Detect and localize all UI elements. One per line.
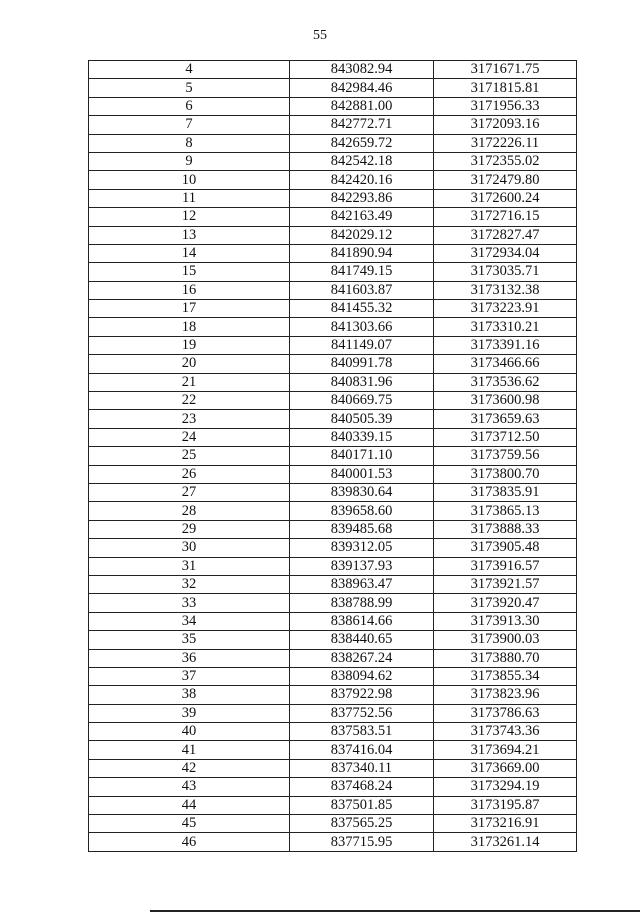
point-number-cell: 26 xyxy=(89,465,290,483)
table-row xyxy=(89,226,577,244)
x-coordinate-cell: 840831.96 xyxy=(290,373,434,391)
y-coordinate-cell: 3173391.16 xyxy=(434,336,577,354)
table-row xyxy=(89,447,577,465)
x-coordinate-cell: 837752.56 xyxy=(290,704,434,722)
x-coordinate-cell: 838788.99 xyxy=(290,594,434,612)
x-coordinate-cell: 842659.72 xyxy=(290,134,434,152)
point-number-cell: 10 xyxy=(89,171,290,189)
table-row xyxy=(89,373,577,391)
table-row xyxy=(89,152,577,170)
point-number-cell: 35 xyxy=(89,631,290,649)
point-number-cell: 41 xyxy=(89,741,290,759)
point-number-cell: 34 xyxy=(89,612,290,630)
y-coordinate-cell: 3172093.16 xyxy=(434,116,577,134)
x-coordinate-cell: 837468.24 xyxy=(290,778,434,796)
x-coordinate-cell: 840991.78 xyxy=(290,355,434,373)
table-row xyxy=(89,649,577,667)
x-coordinate-cell: 839137.93 xyxy=(290,557,434,575)
y-coordinate-cell: 3173920.47 xyxy=(434,594,577,612)
table-row xyxy=(89,778,577,796)
y-coordinate-cell: 3173216.91 xyxy=(434,815,577,833)
table-row xyxy=(89,594,577,612)
x-coordinate-cell: 838614.66 xyxy=(290,612,434,630)
y-coordinate-cell: 3173880.70 xyxy=(434,649,577,667)
y-coordinate-cell: 3173900.03 xyxy=(434,631,577,649)
point-number-cell: 18 xyxy=(89,318,290,336)
y-coordinate-cell: 3171815.81 xyxy=(434,79,577,97)
x-coordinate-cell: 837565.25 xyxy=(290,815,434,833)
y-coordinate-cell: 3173536.62 xyxy=(434,373,577,391)
point-number-cell: 16 xyxy=(89,281,290,299)
y-coordinate-cell: 3172479.80 xyxy=(434,171,577,189)
y-coordinate-cell: 3173294.19 xyxy=(434,778,577,796)
x-coordinate-cell: 839830.64 xyxy=(290,483,434,501)
point-number-cell: 39 xyxy=(89,704,290,722)
table-row xyxy=(89,171,577,189)
point-number-cell: 22 xyxy=(89,392,290,410)
table-row xyxy=(89,539,577,557)
x-coordinate-cell: 842772.71 xyxy=(290,116,434,134)
page-number: 55 xyxy=(313,28,327,43)
y-coordinate-cell: 3173905.48 xyxy=(434,539,577,557)
x-coordinate-cell: 841455.32 xyxy=(290,300,434,318)
y-coordinate-cell: 3173743.36 xyxy=(434,723,577,741)
y-coordinate-cell: 3173035.71 xyxy=(434,263,577,281)
x-coordinate-cell: 840339.15 xyxy=(290,428,434,446)
table-row xyxy=(89,741,577,759)
point-number-cell: 20 xyxy=(89,355,290,373)
point-number-cell: 13 xyxy=(89,226,290,244)
point-number-cell: 23 xyxy=(89,410,290,428)
table-row xyxy=(89,79,577,97)
point-number-cell: 25 xyxy=(89,447,290,465)
x-coordinate-cell: 839658.60 xyxy=(290,502,434,520)
x-coordinate-cell: 837501.85 xyxy=(290,796,434,814)
y-coordinate-cell: 3171956.33 xyxy=(434,97,577,115)
table-row xyxy=(89,557,577,575)
table-row xyxy=(89,410,577,428)
point-number-cell: 14 xyxy=(89,244,290,262)
point-number-cell: 32 xyxy=(89,575,290,593)
table-row xyxy=(89,759,577,777)
x-coordinate-cell: 842881.00 xyxy=(290,97,434,115)
table-row xyxy=(89,723,577,741)
point-number-cell: 43 xyxy=(89,778,290,796)
y-coordinate-cell: 3173310.21 xyxy=(434,318,577,336)
table-row xyxy=(89,244,577,262)
y-coordinate-cell: 3172934.04 xyxy=(434,244,577,262)
x-coordinate-cell: 842984.46 xyxy=(290,79,434,97)
x-coordinate-cell: 837340.11 xyxy=(290,759,434,777)
y-coordinate-cell: 3173786.63 xyxy=(434,704,577,722)
x-coordinate-cell: 840001.53 xyxy=(290,465,434,483)
point-number-cell: 40 xyxy=(89,723,290,741)
y-coordinate-cell: 3171671.75 xyxy=(434,61,577,79)
table-row xyxy=(89,815,577,833)
y-coordinate-cell: 3172716.15 xyxy=(434,208,577,226)
table-row xyxy=(89,300,577,318)
point-number-cell: 11 xyxy=(89,189,290,207)
table-row xyxy=(89,833,577,851)
x-coordinate-cell: 842163.49 xyxy=(290,208,434,226)
x-coordinate-cell: 837583.51 xyxy=(290,723,434,741)
point-number-cell: 17 xyxy=(89,300,290,318)
x-coordinate-cell: 838267.24 xyxy=(290,649,434,667)
x-coordinate-cell: 842542.18 xyxy=(290,152,434,170)
table-row xyxy=(89,575,577,593)
x-coordinate-cell: 839312.05 xyxy=(290,539,434,557)
y-coordinate-cell: 3173466.66 xyxy=(434,355,577,373)
point-number-cell: 37 xyxy=(89,667,290,685)
x-coordinate-cell: 837416.04 xyxy=(290,741,434,759)
y-coordinate-cell: 3173600.98 xyxy=(434,392,577,410)
y-coordinate-cell: 3172355.02 xyxy=(434,152,577,170)
table-row xyxy=(89,704,577,722)
table-row xyxy=(89,667,577,685)
point-number-cell: 21 xyxy=(89,373,290,391)
y-coordinate-cell: 3173659.63 xyxy=(434,410,577,428)
table-row xyxy=(89,631,577,649)
x-coordinate-cell: 841149.07 xyxy=(290,336,434,354)
y-coordinate-cell: 3173800.70 xyxy=(434,465,577,483)
x-coordinate-cell: 839485.68 xyxy=(290,520,434,538)
table-row xyxy=(89,520,577,538)
point-number-cell: 8 xyxy=(89,134,290,152)
table-row xyxy=(89,392,577,410)
y-coordinate-cell: 3173921.57 xyxy=(434,575,577,593)
point-number-cell: 6 xyxy=(89,97,290,115)
x-coordinate-cell: 841303.66 xyxy=(290,318,434,336)
y-coordinate-cell: 3173865.13 xyxy=(434,502,577,520)
y-coordinate-cell: 3173223.91 xyxy=(434,300,577,318)
y-coordinate-cell: 3173835.91 xyxy=(434,483,577,501)
y-coordinate-cell: 3173823.96 xyxy=(434,686,577,704)
x-coordinate-cell: 842029.12 xyxy=(290,226,434,244)
x-coordinate-cell: 837922.98 xyxy=(290,686,434,704)
table-row xyxy=(89,281,577,299)
y-coordinate-cell: 3173195.87 xyxy=(434,796,577,814)
x-coordinate-cell: 837715.95 xyxy=(290,833,434,851)
y-coordinate-cell: 3173261.14 xyxy=(434,833,577,851)
y-coordinate-cell: 3173855.34 xyxy=(434,667,577,685)
point-number-cell: 5 xyxy=(89,79,290,97)
y-coordinate-cell: 3173759.56 xyxy=(434,447,577,465)
y-coordinate-cell: 3172600.24 xyxy=(434,189,577,207)
point-number-cell: 9 xyxy=(89,152,290,170)
y-coordinate-cell: 3173132.38 xyxy=(434,281,577,299)
x-coordinate-cell: 843082.94 xyxy=(290,61,434,79)
point-number-cell: 36 xyxy=(89,649,290,667)
table-row xyxy=(89,61,577,79)
point-number-cell: 45 xyxy=(89,815,290,833)
x-coordinate-cell: 841749.15 xyxy=(290,263,434,281)
x-coordinate-cell: 842420.16 xyxy=(290,171,434,189)
table-row xyxy=(89,208,577,226)
x-coordinate-cell: 840505.39 xyxy=(290,410,434,428)
y-coordinate-cell: 3173669.00 xyxy=(434,759,577,777)
table-row xyxy=(89,686,577,704)
x-coordinate-cell: 842293.86 xyxy=(290,189,434,207)
table-row xyxy=(89,502,577,520)
y-coordinate-cell: 3172827.47 xyxy=(434,226,577,244)
table-row xyxy=(89,189,577,207)
table-body xyxy=(89,61,577,852)
x-coordinate-cell: 840171.10 xyxy=(290,447,434,465)
point-number-cell: 31 xyxy=(89,557,290,575)
point-number-cell: 15 xyxy=(89,263,290,281)
y-coordinate-cell: 3173712.50 xyxy=(434,428,577,446)
table-row xyxy=(89,97,577,115)
x-coordinate-cell: 841603.87 xyxy=(290,281,434,299)
point-number-cell: 7 xyxy=(89,116,290,134)
bottom-rule xyxy=(150,910,640,912)
x-coordinate-cell: 838440.65 xyxy=(290,631,434,649)
x-coordinate-cell: 840669.75 xyxy=(290,392,434,410)
table-row xyxy=(89,428,577,446)
point-number-cell: 38 xyxy=(89,686,290,704)
table-row xyxy=(89,134,577,152)
point-number-cell: 27 xyxy=(89,483,290,501)
y-coordinate-cell: 3173916.57 xyxy=(434,557,577,575)
table-row xyxy=(89,483,577,501)
y-coordinate-cell: 3173888.33 xyxy=(434,520,577,538)
x-coordinate-cell: 838094.62 xyxy=(290,667,434,685)
point-number-cell: 4 xyxy=(89,61,290,79)
table-row xyxy=(89,116,577,134)
table-row xyxy=(89,612,577,630)
y-coordinate-cell: 3173913.30 xyxy=(434,612,577,630)
point-number-cell: 19 xyxy=(89,336,290,354)
y-coordinate-cell: 3172226.11 xyxy=(434,134,577,152)
table-row xyxy=(89,318,577,336)
point-number-cell: 30 xyxy=(89,539,290,557)
point-number-cell: 33 xyxy=(89,594,290,612)
x-coordinate-cell: 841890.94 xyxy=(290,244,434,262)
table-row xyxy=(89,465,577,483)
point-number-cell: 12 xyxy=(89,208,290,226)
table-row xyxy=(89,796,577,814)
point-number-cell: 46 xyxy=(89,833,290,851)
table-row xyxy=(89,355,577,373)
x-coordinate-cell: 838963.47 xyxy=(290,575,434,593)
point-number-cell: 28 xyxy=(89,502,290,520)
table-row xyxy=(89,263,577,281)
point-number-cell: 29 xyxy=(89,520,290,538)
point-number-cell: 44 xyxy=(89,796,290,814)
y-coordinate-cell: 3173694.21 xyxy=(434,741,577,759)
table-row xyxy=(89,336,577,354)
point-number-cell: 42 xyxy=(89,759,290,777)
point-number-cell: 24 xyxy=(89,428,290,446)
coordinates-table xyxy=(88,60,577,852)
